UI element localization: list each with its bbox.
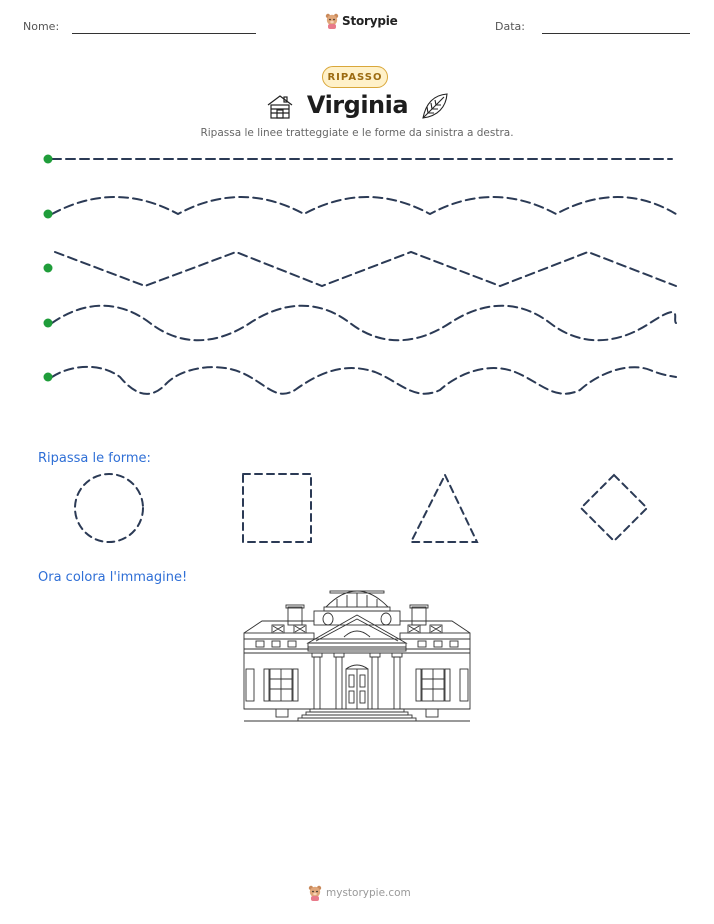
tracing-area: [0, 140, 714, 400]
brand-logo: [325, 13, 398, 29]
footer-site-link[interactable]: mystorypie.com: [326, 887, 411, 899]
bear-mascot-icon: [308, 885, 322, 901]
coloring-section-label: Ora colora l'immagine!: [38, 570, 188, 585]
page-title: Virginia: [306, 91, 409, 119]
tracing-line-zigzag[interactable]: [55, 252, 676, 286]
review-badge: RIPASSO: [322, 66, 388, 88]
date-write-line[interactable]: [542, 33, 690, 34]
name-label: Nome:: [23, 20, 60, 33]
start-dot: [44, 155, 53, 164]
tracing-line-scallop[interactable]: [52, 197, 676, 214]
shapes-section-label: Ripassa le forme:: [38, 451, 151, 466]
trace-triangle[interactable]: [411, 475, 477, 542]
brand-name: Storypie: [342, 14, 398, 28]
tracing-line-smooth-wave[interactable]: [52, 306, 676, 341]
leaf-icon: [420, 91, 450, 121]
monticello-coloring-image[interactable]: [242, 577, 472, 725]
trace-diamond[interactable]: [581, 475, 647, 541]
date-label: Data:: [495, 20, 525, 33]
shapes-area: [0, 472, 714, 552]
start-dot: [44, 373, 53, 382]
trace-square[interactable]: [243, 474, 311, 542]
start-dot: [44, 319, 53, 328]
tracing-line-bump-wave[interactable]: [52, 367, 676, 394]
instructions: Ripassa le linee tratteggiate e le forme da sinistra a destra.: [200, 127, 514, 139]
cabin-icon: [266, 93, 294, 121]
start-dot: [44, 210, 53, 219]
trace-circle[interactable]: [75, 474, 143, 542]
bear-mascot-icon: [325, 13, 339, 29]
name-write-line[interactable]: [72, 33, 256, 34]
footer: [308, 885, 411, 901]
start-dot: [44, 264, 53, 273]
